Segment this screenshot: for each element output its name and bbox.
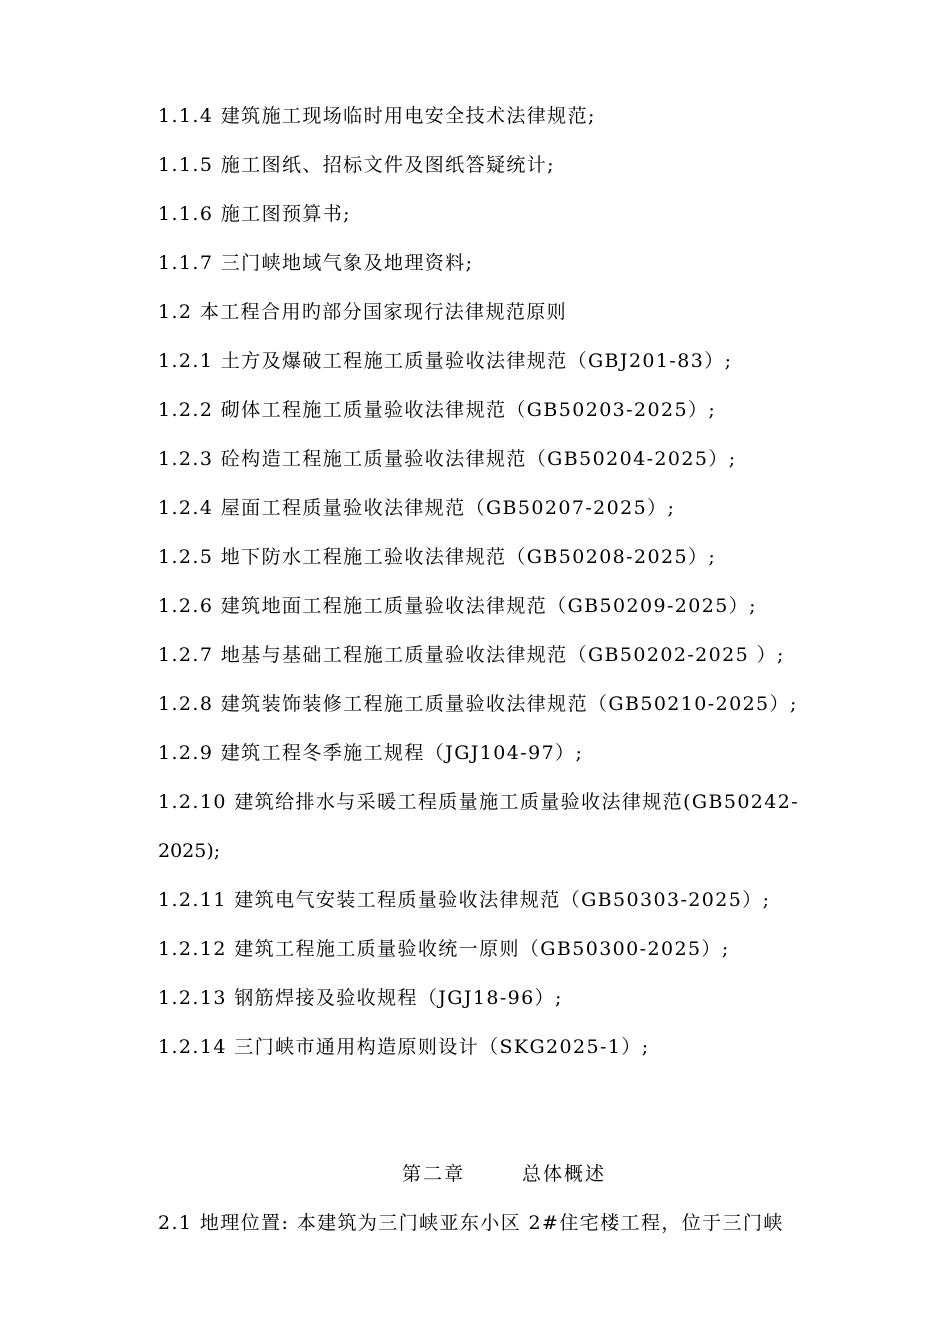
clause-1-2-3: 1.2.3 砼构造工程施工质量验收法律规范（GB50204-2025）; [158, 448, 737, 470]
clause-1-2-1: 1.2.1 土方及爆破工程施工质量验收法律规范（GBJ201-83）; [158, 350, 733, 372]
clause-1-2-11: 1.2.11 建筑电气安装工程质量验收法律规范（GB50303-2025）; [158, 889, 771, 911]
clause-1-2-13: 1.2.13 钢筋焊接及验收规程（JGJ18-96）; [158, 987, 563, 1009]
clause-1-2-7: 1.2.7 地基与基础工程施工质量验收法律规范（GB50202-2025 ）; [158, 644, 785, 666]
clause-1-2-12: 1.2.12 建筑工程施工质量验收统一原则（GB50300-2025）; [158, 938, 730, 960]
clause-1-2-5: 1.2.5 地下防水工程施工验收法律规范（GB50208-2025）; [158, 546, 717, 568]
chapter-title: 总体概述 [522, 1163, 607, 1185]
clause-1-1-6: 1.1.6 施工图预算书; [158, 203, 351, 225]
clause-1-2-6: 1.2.6 建筑地面工程施工质量验收法律规范（GB50209-2025）; [158, 595, 757, 617]
clause-1-1-7: 1.1.7 三门峡地域气象及地理资料; [158, 252, 474, 274]
clause-1-2-10: 1.2.10 建筑给排水与采暖工程质量施工质量验收法律规范(GB50242- [158, 791, 800, 813]
clause-1-2-2: 1.2.2 砌体工程施工质量验收法律规范（GB50203-2025）; [158, 399, 717, 421]
clause-1-2-9: 1.2.9 建筑工程冬季施工规程（JGJ104-97）; [158, 742, 584, 764]
section-heading-1-2: 1.2 本工程合用旳部分国家现行法律规范原则 [158, 301, 568, 323]
section-2-1-paragraph: 2.1 地理位置: 本建筑为三门峡亚东小区 2#住宅楼工程，位于三门峡 [158, 1212, 784, 1234]
clause-1-2-8: 1.2.8 建筑装饰装修工程施工质量验收法律规范（GB50210-2025）; [158, 693, 798, 715]
clause-1-2-14: 1.2.14 三门峡市通用构造原则设计（SKG2025-1）; [158, 1036, 650, 1058]
clause-1-1-5: 1.1.5 施工图纸、招标文件及图纸答疑统计; [158, 154, 555, 176]
chapter-number: 第二章 [402, 1163, 466, 1185]
clause-1-2-4: 1.2.4 屋面工程质量验收法律规范（GB50207-2025）; [158, 497, 676, 519]
clause-1-1-4: 1.1.4 建筑施工现场临时用电安全技术法律规范; [158, 105, 596, 127]
clause-1-2-10-continuation: 2025); [158, 840, 221, 862]
